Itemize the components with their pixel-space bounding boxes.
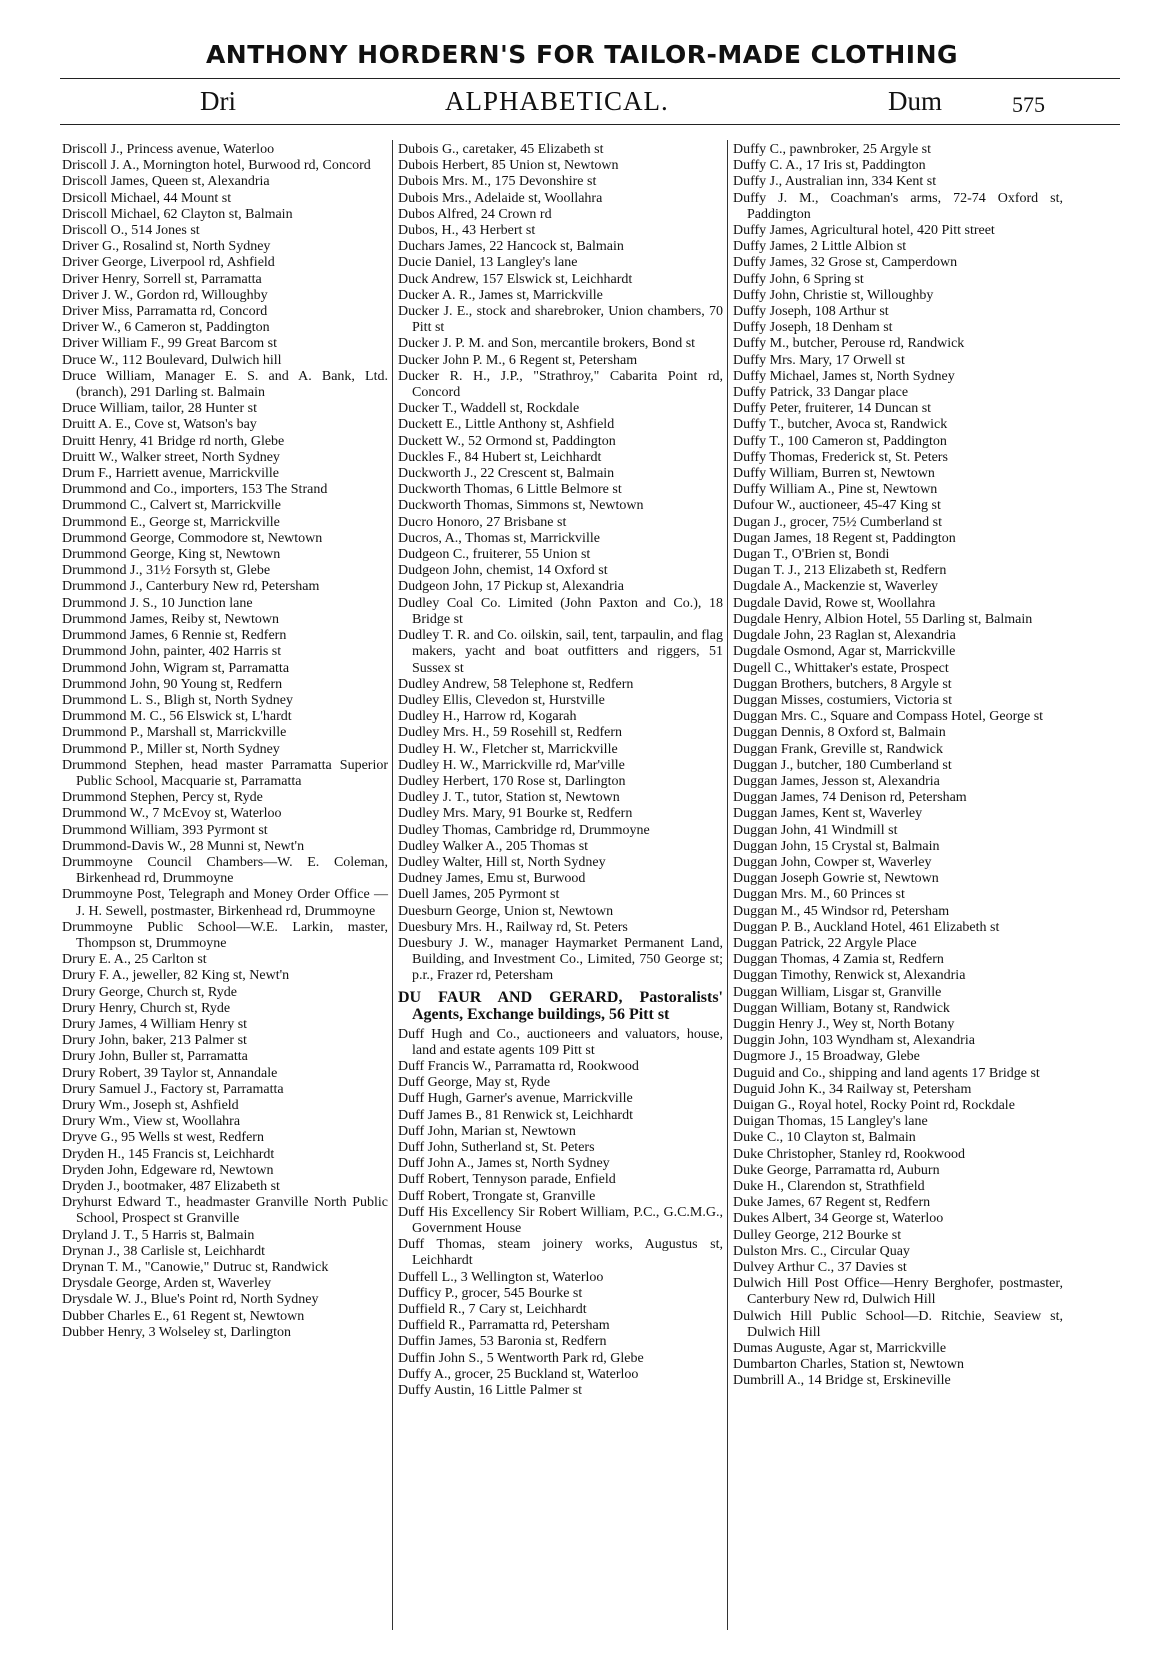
directory-entry: Dumas Auguste, Agar st, Marrickville: [733, 1341, 947, 1357]
directory-entry: Ducker J. E., stock and sharebroker, Union chambers, 70 Pitt st: [398, 304, 723, 336]
directory-entry: Drummond George, Commodore st, Newtown: [62, 530, 323, 546]
directory-entry: Dubber Henry, 3 Wolseley st, Darlington: [62, 1324, 292, 1340]
directory-entry: Driver G., Rosalind st, North Sydney: [62, 239, 271, 255]
directory-entry: Druce William, Manager E. S. and A. Bank, Ltd. (branch), 291 Darling st. Balmain: [62, 368, 388, 401]
directory-entry: Dugan J., grocer, 75½ Cumberland st: [733, 514, 943, 530]
directory-entry: Dufficy P., grocer, 545 Bourke st: [398, 1285, 583, 1301]
directory-entry: Drury F. A., jeweller, 82 King st, Newt'n: [62, 968, 290, 984]
directory-entry: Dryhurst Edward T., headmaster Granville North Public School, Prospect st Granville: [62, 1195, 388, 1227]
directory-entry: Drury Samuel J., Factory st, Parramatta: [62, 1081, 284, 1097]
directory-entry: DU FAUR AND GERARD, Pastoralists' Agents, Exchange buildings, 56 Pitt st: [398, 988, 723, 1023]
directory-entry: Drummond J., 31½ Forsyth st, Glebe: [62, 563, 271, 579]
directory-entry: Druitt Henry, 41 Bridge rd north, Glebe: [62, 433, 285, 449]
directory-entry: Duck Andrew, 157 Elswick st, Leichhardt: [398, 271, 633, 287]
directory-entry: Duggan Misses, costumiers, Victoria st: [733, 692, 952, 708]
header-rule: [60, 124, 1120, 125]
directory-entry: Drury Henry, Church st, Ryde: [62, 1000, 231, 1016]
directory-entry: Duffy C., pawnbroker, 25 Argyle st: [733, 142, 932, 157]
directory-entry: Druitt W., Walker street, North Sydney: [62, 449, 280, 465]
directory-entry: Duesbury J. W., manager Haymarket Permanent Land, Building, and Investment Co., Limited, 750 George st; p.r., Frazer rd, Petersham: [398, 935, 723, 984]
directory-entry: Ducker T., Waddell st, Rockdale: [398, 401, 580, 417]
directory-entry: Drury Wm., Joseph st, Ashfield: [62, 1097, 239, 1113]
directory-entry: Drury Wm., View st, Woollahra: [62, 1114, 241, 1130]
directory-entry: Duke C., 10 Clayton st, Balmain: [733, 1130, 916, 1146]
directory-entry: Dudley H. W., Fletcher st, Marrickville: [398, 741, 618, 757]
directory-entry: Dryden J., bootmaker, 487 Elizabeth st: [62, 1179, 280, 1194]
directory-entry: Duffy Austin, 16 Little Palmer st: [398, 1383, 583, 1399]
directory-entry: Duggan Brothers, butchers, 8 Argyle st: [733, 676, 952, 692]
directory-entry: Duff John, Marian st, Newtown: [398, 1123, 576, 1139]
directory-entry: Dugmore J., 15 Broadway, Glebe: [733, 1049, 920, 1065]
directory-entry: Duffin John S., 5 Wentworth Park rd, Glebe: [398, 1350, 644, 1366]
directory-entry: Duggan Thomas, 4 Zamia st, Redfern: [733, 952, 944, 968]
directory-entry: Duff Francis W., Parramatta rd, Rookwood: [398, 1058, 639, 1074]
directory-entry: Duke H., Clarendon st, Strathfield: [733, 1179, 925, 1194]
directory-entry: Drummond Stephen, Percy st, Ryde: [62, 790, 263, 806]
directory-entry: Driscoll J., Princess avenue, Waterloo: [62, 142, 275, 157]
directory-entry: Duggan John, 41 Windmill st: [733, 822, 898, 838]
directory-entry: Duffy William, Burren st, Newtown: [733, 466, 935, 482]
directory-entry: Duff His Excellency Sir Robert William, P.C., G.C.M.G., Government House: [398, 1204, 723, 1236]
directory-entry: Ducker John P. M., 6 Regent st, Petersham: [398, 352, 638, 368]
directory-entry: Duff Hugh, Garner's avenue, Marrickville: [398, 1091, 633, 1107]
directory-entry: Duffy Michael, James st, North Sydney: [733, 368, 955, 384]
directory-entry: Dubois Herbert, 85 Union st, Newtown: [398, 158, 619, 174]
directory-entry: Duigan Thomas, 15 Langley's lane: [733, 1114, 928, 1130]
directory-entry: Duell James, 205 Pyrmont st: [398, 887, 560, 903]
directory-entry: Dumbarton Charles, Station st, Newtown: [733, 1357, 964, 1373]
directory-entry: Duffield R., Parramatta rd, Petersham: [398, 1318, 610, 1334]
directory-entry: Dudgeon John, chemist, 14 Oxford st: [398, 563, 608, 579]
directory-entry: Dudley Thomas, Cambridge rd, Drummoyne: [398, 822, 650, 838]
directory-entry: Ducker J. P. M. and Son, mercantile brokers, Bond st: [398, 336, 696, 352]
directory-entry: Duffy Patrick, 33 Dangar place: [733, 385, 909, 401]
directory-entry: Drummond John, 90 Young st, Redfern: [62, 676, 283, 692]
header-title: ALPHABETICAL.: [445, 86, 669, 116]
directory-entry: Duke James, 67 Regent st, Redfern: [733, 1195, 931, 1211]
directory-entry: Drummoyne Post, Telegraph and Money Order Office — J. H. Sewell, postmaster, Birkenhead rd, Drummoyne: [62, 887, 388, 919]
directory-entry: Dudgeon John, 17 Pickup st, Alexandria: [398, 579, 624, 595]
directory-entry: Duesbury Mrs. H., Railway rd, St. Peters: [398, 919, 628, 935]
directory-entry: Duffy A., grocer, 25 Buckland st, Waterloo: [398, 1366, 639, 1382]
header-last-word: Dum: [888, 86, 942, 116]
directory-entry: Drummond P., Marshall st, Marrickville: [62, 725, 287, 741]
directory-entry: Duggan James, Kent st, Waverley: [733, 806, 923, 822]
directory-entry: Drury E. A., 25 Carlton st: [62, 952, 207, 968]
directory-entry: Duffy John, 6 Spring st: [733, 271, 864, 287]
directory-entry: Duggan M., 45 Windsor rd, Petersham: [733, 903, 950, 919]
directory-entry: Driver George, Liverpool rd, Ashfield: [62, 255, 275, 271]
directory-entry: Duggan Mrs. C., Square and Compass Hotel, George st: [733, 709, 1044, 725]
directory-entry: Dugan T. J., 213 Elizabeth st, Redfern: [733, 563, 947, 579]
directory-entry: Duffy James, 32 Grose st, Camperdown: [733, 255, 958, 271]
directory-entry: Duggan P. B., Auckland Hotel, 461 Elizabeth st: [733, 919, 1000, 935]
directory-entry: Duff John A., James st, North Sydney: [398, 1156, 610, 1172]
directory-entry: Drummond-Davis W., 28 Munni st, Newt'n: [62, 838, 305, 854]
directory-entry: Drury John, baker, 213 Palmer st: [62, 1033, 247, 1049]
directory-entry: Duggan William, Botany st, Randwick: [733, 1000, 950, 1016]
directory-entry: Drummond Stephen, head master Parramatta Superior Public School, Macquarie st, Parramatta: [62, 757, 388, 789]
directory-entry: Drum F., Harriett avenue, Marrickville: [62, 466, 279, 482]
directory-entry: Duckworth Thomas, Simmons st, Newtown: [398, 498, 644, 514]
directory-entry: Dudley Andrew, 58 Telephone st, Redfern: [398, 676, 634, 692]
directory-entry: Drury James, 4 William Henry st: [62, 1016, 248, 1032]
directory-entry: Duffy William A., Pine st, Newtown: [733, 482, 938, 498]
directory-entry: Dugdale A., Mackenzie st, Waverley: [733, 579, 939, 595]
directory-entry: Duggan James, 74 Denison rd, Petersham: [733, 790, 967, 806]
directory-entry: Drummoyne Public School—W.E. Larkin, master, Thompson st, Drummoyne: [62, 919, 388, 951]
column-2: [398, 142, 723, 1399]
column-1: [62, 142, 388, 1341]
directory-entry: Duffy James, 2 Little Albion st: [733, 239, 907, 255]
directory-entry: Ducie Daniel, 13 Langley's lane: [398, 255, 578, 271]
directory-entry: Dugan T., O'Brien st, Bondi: [733, 547, 890, 563]
directory-entry: Duggan Mrs. M., 60 Princes st: [733, 887, 905, 903]
directory-entry: Duffield R., 7 Cary st, Leichhardt: [398, 1302, 587, 1318]
directory-entry: Duffy John, Christie st, Willoughby: [733, 287, 934, 303]
directory-entry: Duffy J., Australian inn, 334 Kent st: [733, 174, 937, 190]
directory-entry: Ducker A. R., James st, Marrickville: [398, 287, 603, 303]
page-number: 575: [1012, 92, 1045, 117]
directory-entry: Duggan William, Lisgar st, Granville: [733, 984, 942, 1000]
directory-entry: Drummoyne Council Chambers—W. E. Coleman, Birkenhead rd, Drummoyne: [62, 854, 388, 887]
directory-entry: Duggan Frank, Greville st, Randwick: [733, 741, 943, 757]
directory-entry: Dulwich Hill Post Office—Henry Berghofer, postmaster, Canterbury New rd, Dulwich Hill: [733, 1276, 1063, 1308]
directory-entry: Dulvey Arthur C., 37 Davies st: [733, 1260, 907, 1276]
directory-entry: Driscoll James, Queen st, Alexandria: [62, 174, 270, 190]
directory-entry: Duckworth J., 22 Crescent st, Balmain: [398, 466, 615, 482]
directory-entry: Duff George, May st, Ryde: [398, 1075, 551, 1091]
directory-entry: Duigan G., Royal hotel, Rocky Point rd, Rockdale: [733, 1097, 1015, 1113]
directory-entry: Dumbrill A., 14 Bridge st, Erskineville: [733, 1373, 951, 1389]
directory-entry: Druce W., 112 Boulevard, Dulwich hill: [62, 352, 282, 368]
directory-entry: Dubos, H., 43 Herbert st: [398, 223, 536, 239]
column-divider: [727, 140, 728, 1630]
directory-entry: Duffell L., 3 Wellington st, Waterloo: [398, 1269, 604, 1285]
directory-entry: Duffy James, Agricultural hotel, 420 Pitt street: [733, 223, 995, 239]
directory-entry: Drynan J., 38 Carlisle st, Leichhardt: [62, 1243, 265, 1259]
directory-entry: Drummond J. S., 10 Junction lane: [62, 595, 253, 611]
column-3: [733, 142, 1063, 1390]
directory-entry: Drummond L. S., Bligh st, North Sydney: [62, 692, 294, 708]
directory-entry: Drury Robert, 39 Taylor st, Annandale: [62, 1065, 278, 1081]
directory-entry: Drummond James, Reiby st, Newtown: [62, 611, 279, 627]
directory-entry: Dubos Alfred, 24 Crown rd: [398, 206, 552, 222]
directory-entry: Duffy M., butcher, Perouse rd, Randwick: [733, 336, 965, 352]
directory-entry: Duke Christopher, Stanley rd, Rookwood: [733, 1146, 965, 1162]
directory-entry: Duff John, Sutherland st, St. Peters: [398, 1139, 595, 1155]
directory-entry: Dugdale David, Rowe st, Woollahra: [733, 595, 936, 611]
directory-entry: Duffy Thomas, Frederick st, St. Peters: [733, 449, 948, 465]
directory-entry: Duke George, Parramatta rd, Auburn: [733, 1162, 940, 1178]
banner-rule: [60, 78, 1120, 79]
directory-entry: Duffy T., butcher, Avoca st, Randwick: [733, 417, 948, 433]
directory-entry: Dudley Herbert, 170 Rose st, Darlington: [398, 773, 626, 789]
directory-entry: Duff Robert, Trongate st, Granville: [398, 1188, 596, 1204]
directory-entry: Duff Hugh and Co., auctioneers and valuators, house, land and estate agents 109 Pitt st: [398, 1026, 723, 1058]
directory-entry: Dudley Mrs. H., 59 Rosehill st, Redfern: [398, 725, 622, 741]
directory-entry: Dudley Coal Co. Limited (John Paxton and Co.), 18 Bridge st: [398, 595, 723, 627]
directory-entry: Duffy Mrs. Mary, 17 Orwell st: [733, 352, 905, 368]
directory-entry: Duffy C. A., 17 Iris st, Paddington: [733, 158, 926, 174]
directory-entry: Dubois Mrs., Adelaide st, Woollahra: [398, 190, 603, 206]
directory-entry: Dudley H., Harrow rd, Kogarah: [398, 709, 577, 725]
directory-entry: Duguid and Co., shipping and land agents 17 Bridge st: [733, 1065, 1040, 1081]
directory-entry: Duffy J. M., Coachman's arms, 72-74 Oxford st, Paddington: [733, 190, 1063, 222]
directory-entry: Driver Henry, Sorrell st, Parramatta: [62, 271, 262, 287]
directory-entry: Duff Thomas, steam joinery works, Augustus st, Leichhardt: [398, 1237, 723, 1269]
directory-entry: Driscoll Michael, 62 Clayton st, Balmain: [62, 206, 293, 222]
directory-entry: Dudley H. W., Marrickville rd, Mar'ville: [398, 757, 625, 773]
directory-entry: Dudley Mrs. Mary, 91 Bourke st, Redfern: [398, 806, 633, 822]
directory-entry: Duguid John K., 34 Railway st, Petersham: [733, 1081, 972, 1097]
directory-entry: Duckett E., Little Anthony st, Ashfield: [398, 417, 615, 433]
directory-entry: Dudley J. T., tutor, Station st, Newtown: [398, 790, 620, 806]
directory-entry: Duffy Peter, fruiterer, 14 Duncan st: [733, 401, 932, 417]
directory-entry: Drury George, Church st, Ryde: [62, 984, 237, 1000]
directory-entry: Dryden H., 145 Francis st, Leichhardt: [62, 1146, 275, 1162]
directory-entry: Dryland J. T., 5 Harris st, Balmain: [62, 1227, 255, 1243]
directory-entry: Duesburn George, Union st, Newtown: [398, 903, 614, 919]
directory-entry: Duckett W., 52 Ormond st, Paddington: [398, 433, 616, 449]
directory-entry: Driver William F., 99 Great Barcom st: [62, 336, 278, 352]
directory-entry: Drummond John, Wigram st, Parramatta: [62, 660, 290, 676]
directory-entry: Drummond W., 7 McEvoy st, Waterloo: [62, 806, 282, 822]
directory-entry: Duggan Timothy, Renwick st, Alexandria: [733, 968, 966, 984]
directory-entry: Dugdale Henry, Albion Hotel, 55 Darling st, Balmain: [733, 611, 1033, 627]
directory-entry: Duggan James, Jesson st, Alexandria: [733, 773, 940, 789]
directory-entry: Dudney James, Emu st, Burwood: [398, 871, 586, 887]
directory-entry: Dubois Mrs. M., 175 Devonshire st: [398, 174, 597, 190]
directory-entry: Drysdale W. J., Blue's Point rd, North Sydney: [62, 1292, 319, 1308]
directory-entry: Dulley George, 212 Bourke st: [733, 1227, 902, 1243]
directory-entry: Druce William, tailor, 28 Hunter st: [62, 401, 257, 417]
directory-entry: Drury John, Buller st, Parramatta: [62, 1049, 248, 1065]
directory-entry: Drummond E., George st, Marrickville: [62, 514, 280, 530]
directory-entry: Drummond M. C., 56 Elswick st, L'hardt: [62, 709, 292, 725]
directory-entry: Dubois G., caretaker, 45 Elizabeth st: [398, 142, 604, 157]
directory-entry: Drummond James, 6 Rennie st, Redfern: [62, 628, 287, 644]
directory-entry: Duggin Henry J., Wey st, North Botany: [733, 1016, 955, 1032]
directory-entry: Dulston Mrs. C., Circular Quay: [733, 1243, 910, 1259]
directory-entry: Dugan James, 18 Regent st, Paddington: [733, 530, 956, 546]
directory-entry: Dryve G., 95 Wells st west, Redfern: [62, 1130, 264, 1146]
directory-entry: Drummond and Co., importers, 153 The Strand: [62, 482, 328, 498]
directory-entry: Ducros, A., Thomas st, Marrickville: [398, 530, 600, 546]
directory-entry: Dudley Walker A., 205 Thomas st: [398, 838, 589, 854]
directory-entry: Drummond C., Calvert st, Marrickville: [62, 498, 281, 514]
directory-entry: Duffy T., 100 Cameron st, Paddington: [733, 433, 947, 449]
directory-entry: Dudley Walter, Hill st, North Sydney: [398, 854, 606, 870]
directory-entry: Dugell C., Whittaker's estate, Prospect: [733, 660, 949, 676]
directory-entry: Driscoll J. A., Mornington hotel, Burwood rd, Concord: [62, 158, 371, 174]
directory-entry: Dryden John, Edgeware rd, Newtown: [62, 1162, 274, 1178]
directory-entry: Drummond John, painter, 402 Harris st: [62, 644, 282, 660]
directory-entry: Drummond William, 393 Pyrmont st: [62, 822, 268, 838]
directory-entry: Drysdale George, Arden st, Waverley: [62, 1276, 272, 1292]
directory-entry: Duggan John, 15 Crystal st, Balmain: [733, 838, 940, 854]
directory-entry: Driver Miss, Parramatta rd, Concord: [62, 304, 268, 320]
directory-entry: Duggan Patrick, 22 Argyle Place: [733, 935, 917, 951]
directory-entry: Ducker R. H., J.P., "Strathroy," Cabarita Point rd, Concord: [398, 368, 723, 401]
directory-entry: Driver J. W., Gordon rd, Willoughby: [62, 287, 268, 303]
directory-entry: Dulwich Hill Public School—D. Ritchie, Seaview st, Dulwich Hill: [733, 1308, 1063, 1340]
directory-entry: Duchars James, 22 Hancock st, Balmain: [398, 239, 624, 255]
directory-entry: Duggan Dennis, 8 Oxford st, Balmain: [733, 725, 946, 741]
directory-entry: Drummond George, King st, Newtown: [62, 547, 281, 563]
directory-entry: Dufour W., auctioneer, 45-47 King st: [733, 498, 941, 514]
directory-entry: Drsicoll Michael, 44 Mount st: [62, 190, 232, 206]
directory-entry: Duggan Joseph Gowrie st, Newtown: [733, 871, 939, 887]
directory-entry: Dubber Charles E., 61 Regent st, Newtown: [62, 1308, 305, 1324]
directory-entry: Duggin John, 103 Wyndham st, Alexandria: [733, 1033, 975, 1049]
directory-entry: Dugdale Osmond, Agar st, Marrickville: [733, 644, 956, 660]
directory-entry: Duffy Joseph, 108 Arthur st: [733, 304, 889, 320]
directory-entry: Duff James B., 81 Renwick st, Leichhardt: [398, 1107, 633, 1123]
directory-entry: Duckworth Thomas, 6 Little Belmore st: [398, 482, 622, 498]
directory-entry: Dudgeon C., fruiterer, 55 Union st: [398, 547, 591, 563]
directory-entry: Drummond P., Miller st, North Sydney: [62, 741, 280, 757]
directory-entry: Drummond J., Canterbury New rd, Petersham: [62, 579, 320, 595]
directory-entry: Duff Robert, Tennyson parade, Enfield: [398, 1172, 616, 1188]
directory-entry: Driver W., 6 Cameron st, Paddington: [62, 320, 270, 336]
directory-entry: Dukes Albert, 34 George st, Waterloo: [733, 1211, 944, 1227]
directory-entry: Duggan John, Cowper st, Waverley: [733, 854, 932, 870]
advert-banner: ANTHONY HORDERN'S FOR TAILOR-MADE CLOTHING: [205, 40, 959, 69]
directory-entry: Duffin James, 53 Baronia st, Redfern: [398, 1334, 607, 1350]
directory-entry: Dugdale John, 23 Raglan st, Alexandria: [733, 628, 956, 644]
directory-entry: Ducro Honoro, 27 Brisbane st: [398, 514, 567, 530]
directory-entry: Driscoll O., 514 Jones st: [62, 223, 200, 239]
directory-entry: Duffy Joseph, 18 Denham st: [733, 320, 893, 336]
directory-entry: Duckles F., 84 Hubert st, Leichhardt: [398, 449, 602, 465]
directory-entry: Dudley Ellis, Clevedon st, Hurstville: [398, 692, 605, 708]
directory-entry: Duggan J., butcher, 180 Cumberland st: [733, 757, 952, 773]
column-divider: [392, 140, 393, 1630]
header-first-word: Dri: [200, 86, 236, 116]
directory-entry: Drynan T. M., "Canowie," Dutruc st, Randwick: [62, 1260, 329, 1276]
directory-entry: Druitt A. E., Cove st, Watson's bay: [62, 417, 257, 433]
directory-entry: Dudley T. R. and Co. oilskin, sail, tent, tarpaulin, and flag makers, yacht and boat outfitters and riggers, 51 Sussex st: [398, 628, 723, 676]
